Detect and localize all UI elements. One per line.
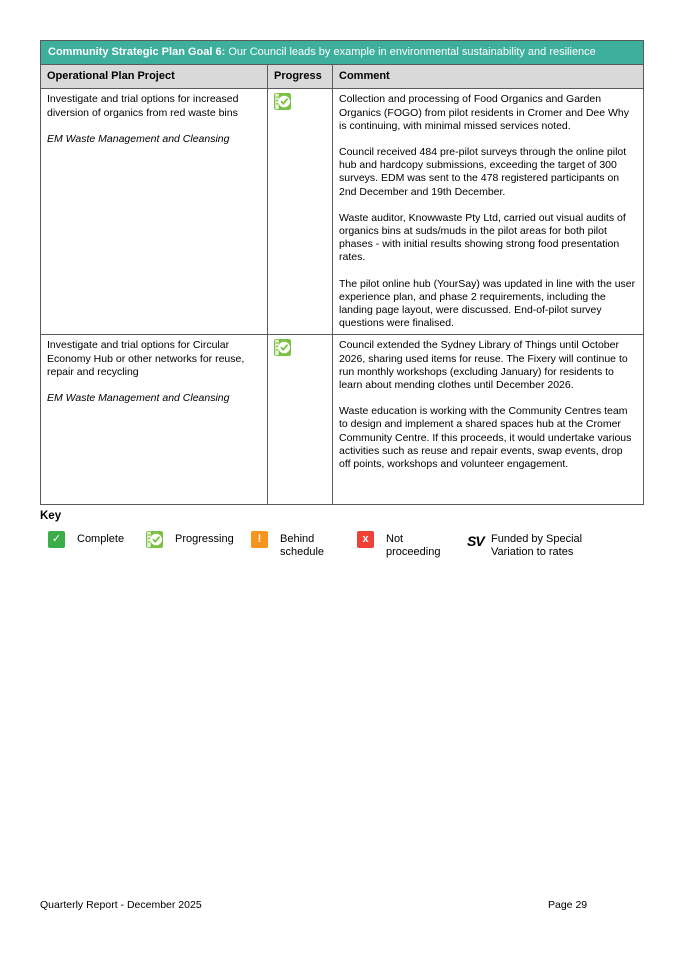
- key-item-label: Behind schedule: [280, 533, 325, 558]
- key-item-special-variation: [457, 531, 591, 559]
- progressing-icon: [146, 531, 163, 548]
- comment-paragraph: Council extended the Sydney Library of Things until October 2026, sharing used items for reuse. The Fixery will continue to run monthly workshops (excluding January) for residents to learn about mending clothes until December 2026.: [339, 339, 628, 392]
- footer-report-title: Quarterly Report - December 2025: [40, 899, 202, 911]
- operational-plan-table: [40, 40, 644, 505]
- project-title: Investigate and trial options for increased diversion of organics from red waste bins: [47, 93, 239, 119]
- progressing-icon: [274, 339, 291, 356]
- key-item-label: Progressing: [175, 533, 234, 545]
- comment-cell: [333, 89, 644, 335]
- status-key-legend: [48, 531, 591, 559]
- footer-page-number: Page 29: [548, 899, 588, 911]
- table-row: [41, 335, 644, 505]
- key-item-label: Funded by Special Variation to rates: [491, 533, 583, 558]
- progressing-icon: [274, 93, 291, 110]
- key-item-behind-schedule: [251, 531, 357, 559]
- exclamation-glyph: !: [257, 533, 262, 545]
- comment-paragraph: Council received 484 pre-pilot surveys through the online pilot hub and hardcopy submissions, exceeding the target of 300 surveys. EDM was sent to the 478 registered participants on 2nd December and 19th December.: [339, 146, 627, 198]
- behind-schedule-icon: [251, 531, 268, 548]
- sv-logo-text: SV: [467, 533, 484, 549]
- comment-cell: [333, 335, 644, 505]
- comment-paragraph: Collection and processing of Food Organics and Garden Organics (FOGO) from pilot residents in Cromer and Dee Why is continuing, with minimal missed services noted.: [339, 93, 630, 132]
- key-item-complete: [48, 531, 146, 548]
- not-proceeding-icon: [357, 531, 374, 548]
- project-owner: EM Waste Management and Cleansing: [47, 132, 230, 145]
- goal-header-title: Community Strategic Plan Goal 6:: [48, 46, 226, 58]
- column-header-project: Operational Plan Project: [41, 65, 268, 89]
- goal-header: [41, 41, 644, 65]
- key-item-label: Not proceeding: [386, 533, 441, 558]
- progress-cell: [268, 335, 333, 505]
- goal-header-row: [41, 41, 644, 65]
- column-header-comment: Comment: [333, 65, 644, 89]
- key-item-progressing: [146, 531, 251, 548]
- project-cell: [41, 335, 268, 505]
- goal-header-description: Our Council leads by example in environmental sustainability and resilience: [225, 46, 596, 58]
- project-title: Investigate and trial options for Circular Economy Hub or other networks for reuse, repair and recycling: [47, 339, 245, 378]
- special-variation-icon: [457, 531, 484, 551]
- column-header-row: [41, 65, 644, 89]
- project-owner: EM Waste Management and Cleansing: [47, 392, 230, 405]
- key-title: Key: [40, 510, 62, 522]
- table-row: [41, 89, 644, 335]
- project-cell: [41, 89, 268, 335]
- cross-glyph: x: [362, 533, 369, 545]
- progress-cell: [268, 89, 333, 335]
- key-item-label: Complete: [77, 533, 125, 545]
- complete-icon: [48, 531, 65, 548]
- column-header-progress: Progress: [268, 65, 333, 89]
- comment-paragraph: The pilot online hub (YourSay) was updated in line with the user experience plan, and phase 2 requirements, including the landing page layout, were discussed. End-of-pilot survey questions were finalised.: [339, 277, 636, 330]
- comment-paragraph: Waste education is working with the Community Centres team to design and implement a shared spaces hub at the Cromer Community Centre. If this proceeds, it would undertake various activities such as reuse and repair events, swap events, drop off points, workshops and volunteer engagement.: [339, 405, 632, 471]
- comment-paragraph: Waste auditor, Knowwaste Pty Ltd, carried out visual audits of organics bins at suds/muds in the pilot areas for both pilot phases - with initial results showing strong food presentation rates.: [339, 211, 626, 264]
- key-item-not-proceeding: [357, 531, 457, 559]
- check-glyph: ✓: [51, 533, 62, 545]
